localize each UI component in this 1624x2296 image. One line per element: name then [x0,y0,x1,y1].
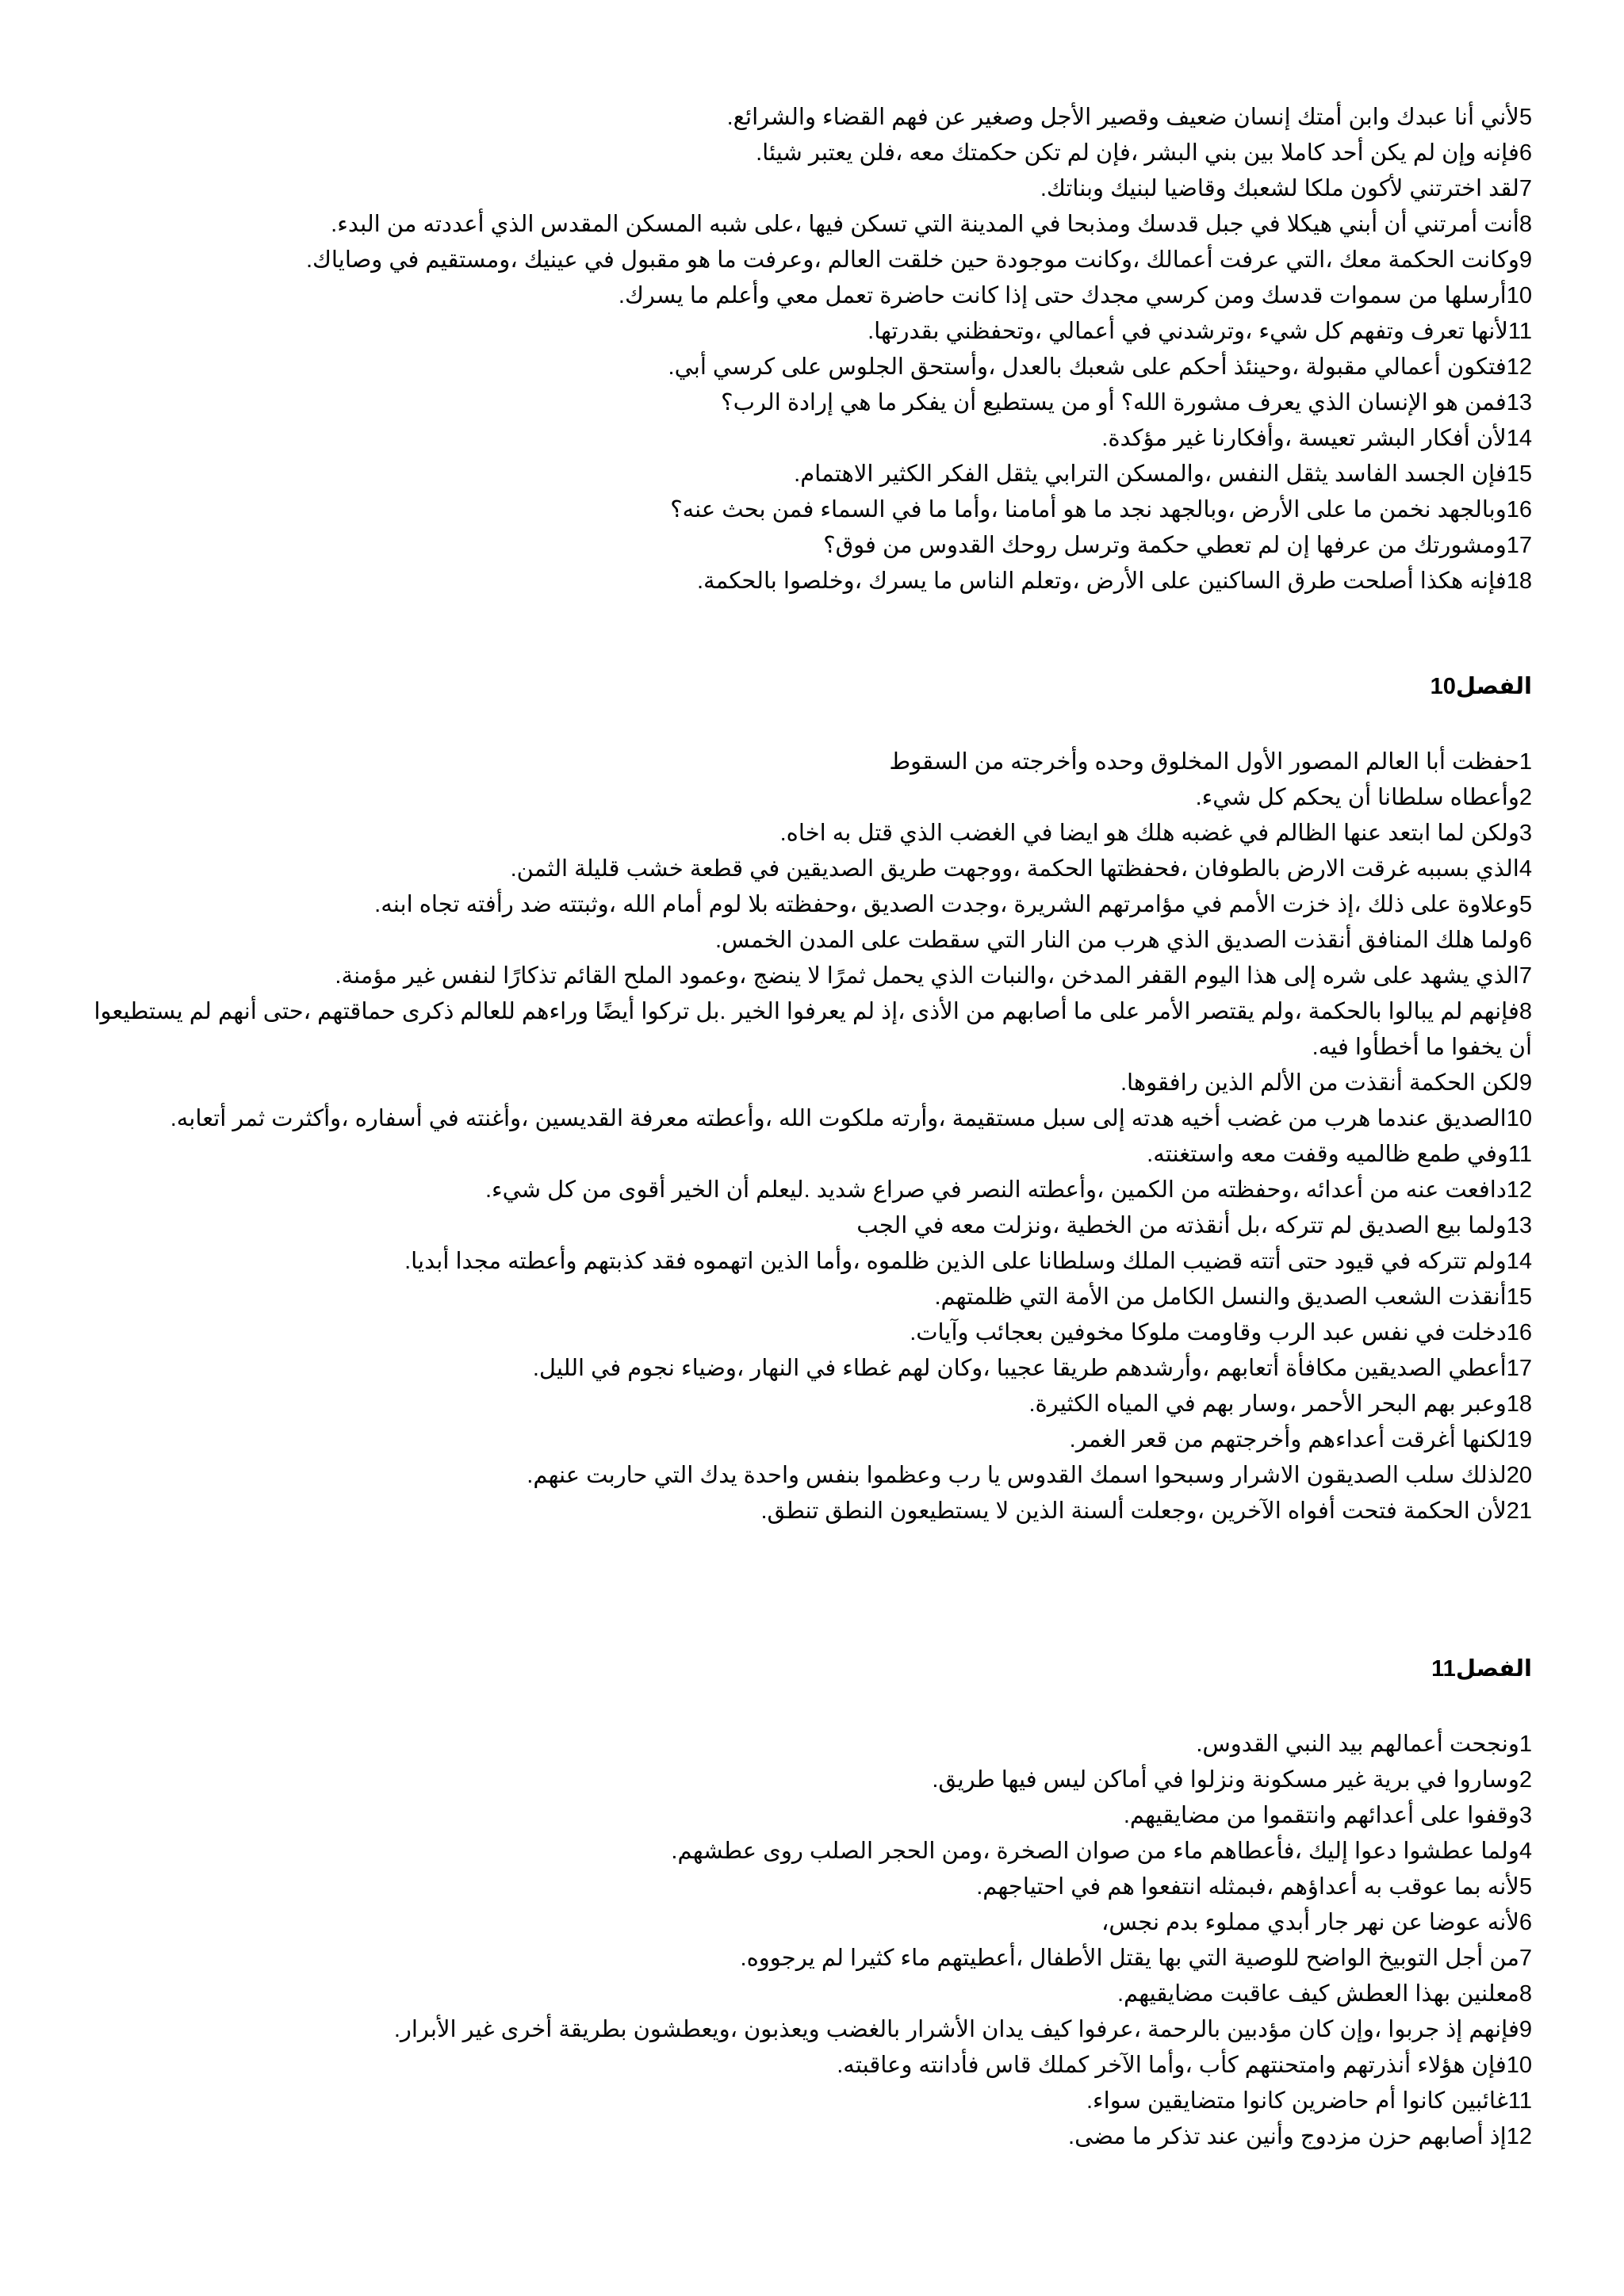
verse-text: وأعطاه سلطانا أن يحكم كل شيء. [1195,785,1519,810]
verse [65,1798,1532,1834]
verse [65,421,1532,457]
verse-number: 4 [1519,856,1532,882]
verse-number: 17 [1506,1356,1532,1381]
verse-number: 11 [1507,2088,1532,2114]
verse-number: 21 [1506,1498,1532,1524]
verse [65,243,1532,278]
verse [65,744,1532,780]
verse-number: 9 [1519,2017,1532,2042]
verse-number: 2 [1519,1767,1532,1793]
verse-number: 18 [1506,568,1532,594]
verse [65,1834,1532,1869]
verse-text: فإنه هكذا أصلحت طرق الساكنين على الأرض ،وتعلم الناس ما يسرك ،وخلصوا بالحكمة. [697,568,1507,594]
verse-number: 20 [1506,1463,1532,1488]
verse [65,887,1532,923]
verse-text: لأن الحكمة فتحت أفواه الآخرين ،وجعلت ألسنة الذين لا يستطيعون النطق تنطق. [760,1498,1507,1524]
verse [65,1137,1532,1173]
verse-text: ولما عطشوا دعوا إليك ،فأعطاهم ماء من صوان الصخرة ،ومن الحجر الصلب روى عطشهم. [671,1839,1519,1864]
chapter-number: 10 [1430,674,1456,699]
verse-number: 14 [1506,1249,1532,1274]
verse-number: 5 [1519,105,1532,130]
verse-text: غائبين كانوا أم حاضرين كانوا متضايقين سواء. [1086,2088,1508,2114]
verse [65,1173,1532,1208]
verse-text: لكنها أغرقت أعداءهم وأخرجتهم من قعر الغمر. [1069,1427,1507,1452]
verse [65,1280,1532,1315]
verse [65,2012,1532,2048]
verse-text: دافعت عنه من أعدائه ،وحفظته من الكمين ،وأعطته النصر في صراع شديد .ليعلم أن الخير أقوى من كل شيء. [485,1177,1507,1203]
verse [65,923,1532,959]
verse-number: 18 [1506,1391,1532,1417]
verse-text: أرسلها من سموات قدسك ومن كرسي مجدك حتى إذا كانت حاضرة تعمل معي وأعلم ما يسرك. [618,283,1507,308]
verse [65,278,1532,314]
verse [65,1351,1532,1387]
verse-text: من أجل التوبيخ الواضح للوصية التي بها يقتل الأطفال ،أعطيتهم ماء كثيرا لم يرجووه. [740,1946,1519,1971]
verse-text: لقد اخترتني لأكون ملكا لشعبك وقاضيا لبنيك وبناتك. [1040,176,1519,201]
verse-number: 14 [1506,426,1532,451]
verse-text: وفي طمع ظالميه وقفت معه واستغنته. [1147,1142,1508,1167]
verse-number: 4 [1519,1839,1532,1864]
verse-text: الصديق عندما هرب من غضب أخيه هدته إلى سبل مستقيمة ،وأرته ملكوت الله ،وأعطته معرفة القديسين ،وأغنته في أسفاره ،وأكثرت ثمر أتعابه. [170,1106,1507,1131]
verse [65,1762,1532,1798]
verse-number: 1 [1519,749,1532,775]
verse-text: فمن هو الإنسان الذي يعرف مشورة الله؟ أو من يستطيع أن يفكر ما هي إرادة الرب؟ [721,390,1507,415]
verse [65,1387,1532,1422]
verse-text: وقفوا على أعدائهم وانتقموا من مضايقيهم. [1123,1803,1519,1828]
chapter-title: الفصل [1455,1656,1532,1682]
verse-text: فإن الجسد الفاسد يثقل النفس ،والمسكن الترابي يثقل الفكر الكثير الاهتمام. [794,461,1507,487]
verse [65,851,1532,887]
verse-number: 3 [1519,1803,1532,1828]
verse-number: 8 [1519,999,1532,1024]
verse-number: 12 [1506,2124,1532,2149]
verse-text: أعطي الصديقين مكافأة أتعابهم ،وأرشدهم طريقا عجيبا ،وكان لهم غطاء في النهار ،وضياء نجوم في الليل. [532,1356,1507,1381]
verse-text: إذ أصابهم حزن مزدوج وأنين عند تذكر ما مضى. [1068,2124,1507,2149]
verse [65,959,1532,994]
verse-text: وعبر بهم البحر الأحمر ،وسار بهم في المياه الكثيرة. [1028,1391,1507,1417]
verse-text: الذي بسببه غرقت الارض بالطوفان ،فحفظتها الحكمة ،ووجهت طريق الصديقين في قطعة خشب قليلة الثمن. [510,856,1519,882]
verse-text: فإنهم لم يبالوا بالحكمة ،ولم يقتصر الأمر على ما أصابهم من الأذى ،إذ لم يعرفوا الخير .بل تركوا أيضًا وراءهم للعالم ذكرى حماقتهم ،حتى أنهم لم يستطيعوا أن يخفوا ما أخطأوا فيه. [94,999,1532,1060]
verse [65,2048,1532,2084]
verse-text: أنقذت الشعب الصديق والنسل الكامل من الأمة التي ظلمتهم. [934,1284,1507,1310]
verse [65,1208,1532,1244]
verse-number: 17 [1506,533,1532,558]
verse-number: 5 [1519,1874,1532,1900]
verse-text: لأنه عوضا عن نهر جار أبدي مملوء بدم نجس، [1101,1910,1519,1935]
verse-number: 16 [1506,497,1532,522]
verse-text: معلنين بهذا العطش كيف عاقبت مضايقيهم. [1116,1981,1519,2007]
verse-number: 12 [1506,354,1532,380]
verse [65,1494,1532,1529]
verse-number: 3 [1519,821,1532,846]
verse [65,1101,1532,1137]
verse [65,1869,1532,1905]
chapter-10-heading [1431,669,1532,705]
verse-number: 8 [1519,212,1532,237]
verse [65,994,1532,1066]
verse-number: 10 [1506,283,1532,308]
verse-text: فإن هؤلاء أنذرتهم وامتحنتهم كأب ،وأما الآخر كملك قاس فأدانته وعاقبته. [837,2053,1507,2078]
verse-text: وعلاوة على ذلك ،إذ خزت الأمم في مؤامرتهم الشريرة ،وجدت الصديق ،وحفظته بلا لوم أمام الله ،وثبتته ضد رأفته تجاه ابنه. [374,892,1519,917]
verse-text: لأني أنا عبدك وابن أمتك إنسان ضعيف وقصير الأجل وصغير عن فهم القضاء والشرائع. [726,105,1519,130]
verse-number: 1 [1519,1732,1532,1757]
verse-text: ولما بيع الصديق لم تتركه ،بل أنقذته من الخطية ،ونزلت معه في الجب [856,1213,1507,1238]
verse-text: لأنها تعرف وتفهم كل شيء ،وترشدني في أعمالي ،وتحفظني بقدرتها. [868,319,1508,344]
verse-number: 8 [1519,1981,1532,2007]
verse-text: وساروا في برية غير مسكونة ونزلوا في أماكن ليس فيها طريق. [932,1767,1519,1793]
verse [65,528,1532,564]
chapter-9-verses [65,100,1532,599]
chapter-11-verses [65,1727,1532,2155]
verse-number: 10 [1506,1106,1532,1131]
verse-number: 15 [1506,461,1532,487]
verse [65,780,1532,816]
verse-number: 2 [1519,785,1532,810]
verse-text: لأن أفكار البشر تعيسة ،وأفكارنا غير مؤكدة. [1101,426,1507,451]
verse-text: حفظت أبا العالم المصور الأول المخلوق وحده وأخرجته من السقوط [889,749,1519,775]
verse-number: 12 [1506,1177,1532,1203]
verse [65,1941,1532,1976]
verse [65,385,1532,421]
verse-number: 15 [1506,1284,1532,1310]
verse-text: ولكن لما ابتعد عنها الظالم في غضبه هلك هو ايضا في الغضب الذي قتل به اخاه. [779,821,1519,846]
verse-text: الذي يشهد على شره إلى هذا اليوم القفر المدخن ،والنبات الذي يحمل ثمرًا لا ينضج ،وعمود الملح القائم تذكارًا لنفس غير مؤمنة. [335,963,1519,989]
verse [65,171,1532,207]
chapter-number: 11 [1431,1656,1456,1682]
verse-number: 19 [1506,1427,1532,1452]
verse-text: دخلت في نفس عبد الرب وقاومت ملوكا مخوفين بعجائب وآيات. [910,1320,1507,1345]
verse-text: ومشورتك من عرفها إن لم تعطي حكمة وترسل روحك القدوس من فوق؟ [823,533,1507,558]
verse-text: لذلك سلب الصديقون الاشرار وسبحوا اسمك القدوس يا رب وعظموا بنفس واحدة يدك التي حاربت عنهم. [527,1463,1507,1488]
verse [65,136,1532,171]
verse-text: لأنه بما عوقب به أعداؤهم ،فبمثله انتفعوا هم في احتياجهم. [976,1874,1519,1900]
verse-number: 9 [1519,247,1532,273]
verse [65,2084,1532,2119]
verse-number: 9 [1519,1070,1532,1096]
verse [65,1315,1532,1351]
verse [65,492,1532,528]
verse-number: 13 [1506,1213,1532,1238]
verse [65,2119,1532,2155]
verse-number: 13 [1506,390,1532,415]
verse [65,1458,1532,1494]
verse-number: 6 [1519,928,1532,953]
verse [65,1066,1532,1101]
verse [65,1976,1532,2012]
verse-number: 11 [1507,1142,1532,1167]
verse [65,564,1532,599]
verse-text: فإنهم إذ جربوا ،وإن كان مؤدبين بالرحمة ،عرفوا كيف يدان الأشرار بالغضب ويعذبون ،ويعطشون بطريقة أخرى غير الأبرار. [393,2017,1519,2042]
verse-text: فتكون أعمالي مقبولة ،وحينئذ أحكم على شعبك بالعدل ،وأستحق الجلوس على كرسي أبي. [668,354,1507,380]
verse-text: فإنه وإن لم يكن أحد كاملا بين بني البشر ،فإن لم تكن حكمتك معه ،فلن يعتبر شيئا. [756,140,1519,166]
verse-number: 5 [1519,892,1532,917]
verse-number: 7 [1519,963,1532,989]
verse [65,457,1532,492]
verse-number: 6 [1519,140,1532,166]
verse-text: ولما هلك المنافق أنقذت الصديق الذي هرب من النار التي سقطت على المدن الخمس. [714,928,1519,953]
verse [65,314,1532,350]
verse-text: وبالجهد نخمن ما على الأرض ،وبالجهد نجد ما هو أمامنا ،وأما ما في السماء فمن بحث عنه؟ [670,497,1507,522]
verse [65,816,1532,851]
verse [65,1422,1532,1458]
verse-text: وكانت الحكمة معك ،التي عرفت أعمالك ،وكانت موجودة حين خلقت العالم ،وعرفت ما هو مقبول في عينيك ،ومستقيم في وصاياك. [305,247,1519,273]
verse [65,207,1532,243]
verse [65,1905,1532,1941]
verse-number: 10 [1506,2053,1532,2078]
verse [65,350,1532,385]
verse-number: 7 [1519,176,1532,201]
verse-text: ونجحت أعمالهم بيد النبي القدوس. [1196,1732,1519,1757]
verse-text: لكن الحكمة أنقذت من الألم الذين رافقوها. [1120,1070,1519,1096]
verse [65,1727,1532,1762]
verse-number: 7 [1519,1946,1532,1971]
chapter-11-heading [1431,1651,1532,1687]
verse-number: 6 [1519,1910,1532,1935]
chapter-10-verses [65,744,1532,1529]
verse-text: أنت أمرتني أن أبني هيكلا في جبل قدسك ومذبحا في المدينة التي تسكن فيها ،على شبه المسكن المقدس الذي أعددته من البدء. [331,212,1519,237]
verse-number: 16 [1506,1320,1532,1345]
verse-text: ولم تتركه في قيود حتى أتته قضيب الملك وسلطانا على الذين ظلموه ،وأما الذين اتهموه فقد كذبتهم وأعطته مجدا أبديا. [404,1249,1507,1274]
verse [65,100,1532,136]
verse-number: 11 [1507,319,1532,344]
verse [65,1244,1532,1280]
chapter-title: الفصل [1455,674,1532,699]
